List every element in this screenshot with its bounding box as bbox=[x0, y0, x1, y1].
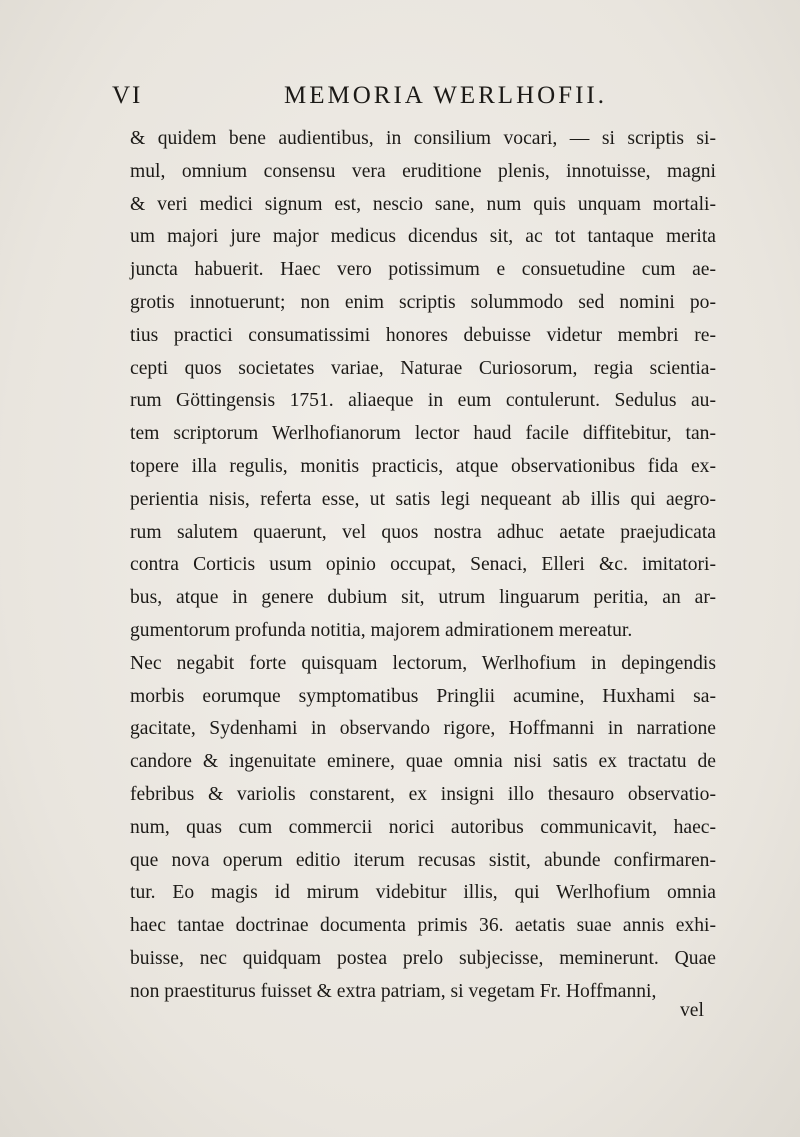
text-line: cepti quos societates variae, Naturae Curiosorum, regia scientia- bbox=[130, 357, 716, 379]
text-line: perientia nisis, referta esse, ut satis legi nequeant ab illis qui aegro- bbox=[130, 488, 716, 510]
text-line: buisse, nec quidquam postea prelo subjecisse, meminerunt. Quae bbox=[130, 947, 716, 969]
text-line: que nova operum editio iterum recusas sistit, abunde confirmaren- bbox=[130, 849, 716, 871]
text-line: morbis eorumque symptomatibus Pringlii acumine, Huxhami sa- bbox=[130, 685, 716, 707]
running-head: MEMORIA WERLHOFII. bbox=[284, 82, 607, 109]
text-line: mul, omnium consensu vera eruditione plenis, innotuisse, magni bbox=[130, 160, 716, 182]
text-line: bus, atque in genere dubium sit, utrum linguarum peritia, an ar- bbox=[130, 587, 716, 609]
catchword: vel bbox=[680, 1000, 704, 1021]
text-line: tius practici consumatissimi honores debuisse videtur membri re- bbox=[130, 324, 716, 346]
text-line: tur. Eo magis id mirum videbitur illis, qui Werlhofium omnia bbox=[130, 882, 716, 904]
text-line: num, quas cum commercii norici autoribus communicavit, haec- bbox=[130, 816, 716, 838]
text-line: gacitate, Sydenhami in observando rigore, Hoffmanni in narratione bbox=[130, 718, 716, 740]
text-line: juncta habuerit. Haec vero potissimum e consuetudine cum ae- bbox=[130, 259, 716, 281]
text-line: & veri medici signum est, nescio sane, num quis unquam mortali- bbox=[130, 193, 716, 215]
text-line: tem scriptorum Werlhofianorum lector haud facile diffitebitur, tan- bbox=[130, 423, 716, 445]
text-line: um majori jure major medicus dicendus sit, ac tot tantaque merita bbox=[130, 226, 716, 248]
text-line: haec tantae doctrinae documenta primis 36. aetatis suae annis exhi- bbox=[130, 915, 716, 937]
text-line: Nec negabit forte quisquam lectorum, Werlhofium in depingendis bbox=[130, 652, 716, 674]
text-line: gumentorum profunda notitia, majorem admirationem mereatur. bbox=[130, 619, 633, 641]
text-line: rum salutem quaerunt, vel quos nostra adhuc aetate praejudicata bbox=[130, 521, 716, 543]
text-line: candore & ingenuitate eminere, quae omnia nisi satis ex tractatu de bbox=[130, 751, 716, 773]
page-header bbox=[112, 82, 722, 116]
text-line: topere illa regulis, monitis practicis, atque observationibus fida ex- bbox=[130, 455, 716, 477]
text-line: grotis innotuerunt; non enim scriptis solummodo sed nomini po- bbox=[130, 291, 716, 313]
body-text bbox=[130, 123, 716, 1009]
text-line: contra Corticis usum opinio occupat, Senaci, Elleri &c. imitatori- bbox=[130, 554, 716, 576]
text-line: non praestiturus fuisset & extra patriam, si vegetam Fr. Hoffmanni, bbox=[130, 980, 657, 1002]
text-line: & quidem bene audientibus, in consilium vocari, — si scriptis si- bbox=[130, 128, 716, 149]
page-number: VI bbox=[112, 82, 143, 109]
text-line: febribus & variolis constarent, ex insigni illo thesauro observatio- bbox=[130, 783, 716, 805]
text-line: rum Göttingensis 1751. aliaeque in eum contulerunt. Sedulus au- bbox=[130, 390, 716, 412]
